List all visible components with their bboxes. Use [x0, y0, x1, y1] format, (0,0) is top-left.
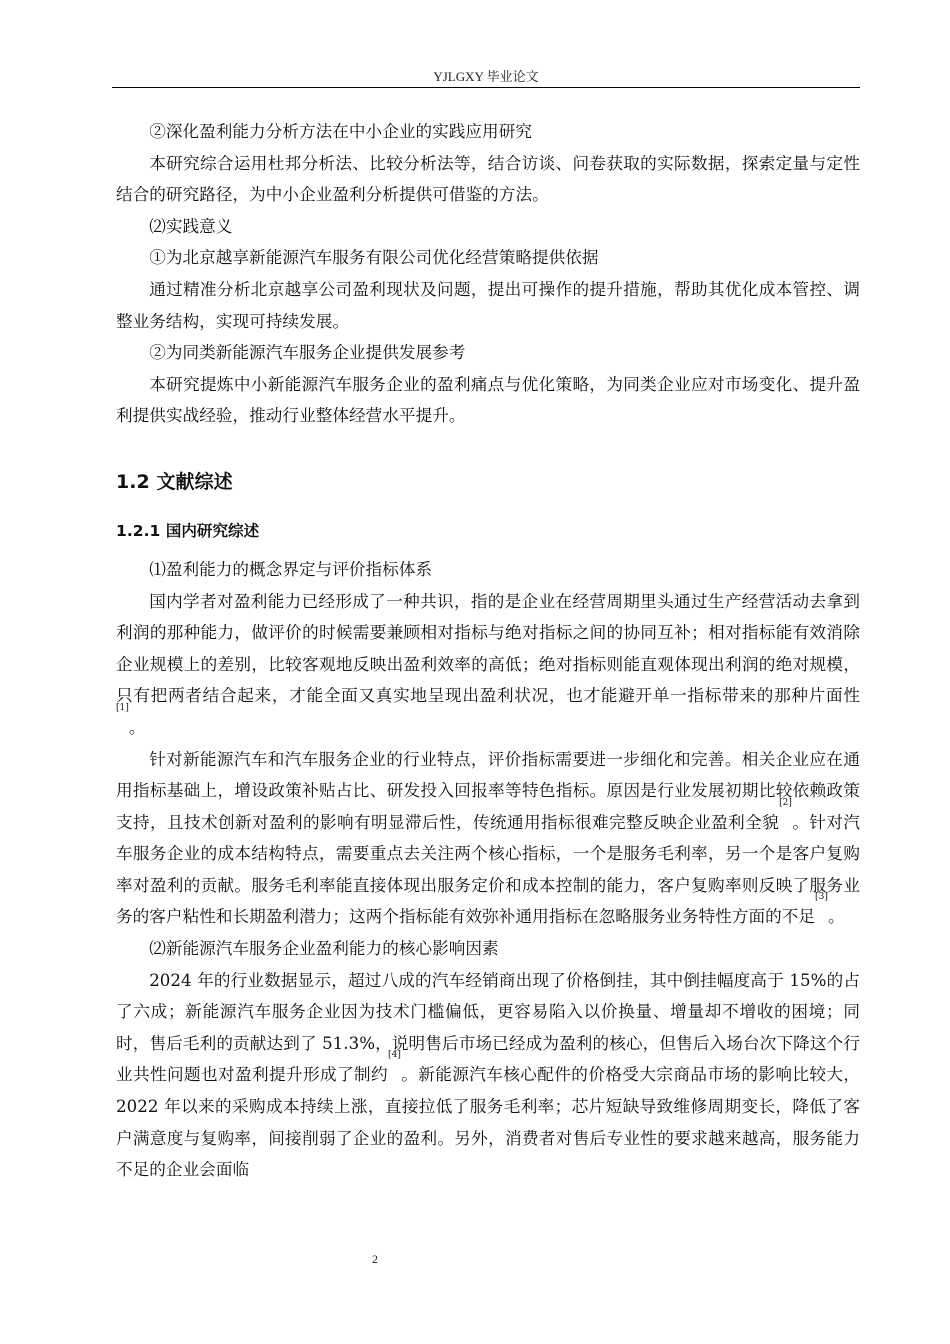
- paragraph-text: 。新能源汽车核心配件的价格受大宗商品市场的影响比较大，2022 年以来的采购成本持续上涨，直接拉低了服务毛利率；芯片短缺导致维修周期变长，降低了客户满意度与复购率，间接削弱了企业的盈利。另外，消费者对售后专业性的要求越来越高，服务能力不足的企业会面临: [116, 1065, 860, 1180]
- section-heading: 1.2 文献综述: [116, 470, 233, 493]
- citation-ref: [4]: [388, 1050, 401, 1061]
- subsection-heading: 1.2.1 国内研究综述: [116, 521, 260, 540]
- page-footer: [0, 1252, 950, 1267]
- paragraph-text: 针对新能源汽车和汽车服务企业的行业特点，评价指标需要进一步细化和完善。相关企业应在通用指标基础上，增设政策补贴占比、研发投入回报率等特色指标。原因是行业发展初期比较依赖政策支持，且技术创新对盈利的影响有明显滞后性，传统通用指标很难完整反映企业盈利全貌: [116, 749, 860, 832]
- page-number: 2: [372, 1252, 378, 1266]
- citation-ref: [2]: [779, 797, 792, 808]
- citation-ref: [1]: [116, 702, 129, 713]
- paragraph: ①为北京越享新能源汽车服务有限公司优化经营策略提供依据: [149, 248, 599, 268]
- paragraph-text: 。: [827, 907, 845, 927]
- paragraph-text: 2024 年的行业数据显示，超过八成的汽车经销商出现了价格倒挂，其中倒挂幅度高于 15%的占了六成；新能源汽车服务企业因为技术门槛偏低，更容易陷入以价换量、增量却不增收的困境；同时，售后毛利的贡献达到了 51.3%，说明售后市场已经成为盈利的核心，但售后入场台次下降这个行业共性问题也对盈利提升形成了制约: [116, 970, 860, 1085]
- citation-ref: [3]: [815, 892, 828, 903]
- paragraph: ⑴盈利能力的概念界定与评价指标体系: [149, 559, 433, 579]
- paragraph: 本研究提炼中小新能源汽车服务企业的盈利痛点与优化策略，为同类企业应对市场变化、提升盈利提供实战经验，推动行业整体经营水平提升。: [116, 374, 860, 426]
- paragraph: [116, 744, 860, 934]
- paragraph: [116, 965, 860, 1186]
- paragraph: ⑵新能源汽车服务企业盈利能力的核心影响因素: [149, 939, 499, 959]
- paragraph: 通过精准分析北京越享公司盈利现状及问题，提出可操作的提升措施，帮助其优化成本管控、调整业务结构，实现可持续发展。: [116, 279, 860, 331]
- page-body: [116, 116, 860, 1186]
- header-rule: [112, 87, 860, 88]
- paragraph: [116, 586, 860, 744]
- paragraph: ②深化盈利能力分析方法在中小企业的实践应用研究: [149, 122, 532, 141]
- paragraph: 本研究综合运用杜邦分析法、比较分析法等，结合访谈、问卷获取的实际数据，探索定量与定性结合的研究路径，为中小企业盈利分析提供可借鉴的方法。: [116, 153, 860, 205]
- running-header: YJLGXY 毕业论文: [433, 69, 539, 84]
- paragraph: ⑵实践意义: [149, 216, 233, 236]
- paragraph-text: 国内学者对盈利能力已经形成了一种共识，指的是企业在经营周期里头通过生产经营活动去拿到利润的那种能力，做评价的时候需要兼顾相对指标与绝对指标之间的协同互补；相对指标能有效消除企业规模上的差别，比较客观地反映出盈利效率的高低；绝对指标则能直观体现出利润的绝对规模，只有把两者结合起来，才能全面又真实地呈现出盈利状况，也才能避开单一指标带来的那种片面性: [116, 591, 860, 706]
- paragraph: ②为同类新能源汽车服务企业提供发展参考: [149, 343, 466, 363]
- paragraph-text: 。针对汽车服务企业的成本结构特点，需要重点去关注两个核心指标，一个是服务毛利率，另一个是客户复购率对盈利的贡献。服务毛利率能直接体现出服务定价和成本控制的能力，客户复购率则反映了服务业务的客户粘性和长期盈利潜力；这两个指标能有效弥补通用指标在忽略服务业务特性方面的不足: [116, 812, 860, 927]
- paragraph-text: 。: [128, 717, 146, 737]
